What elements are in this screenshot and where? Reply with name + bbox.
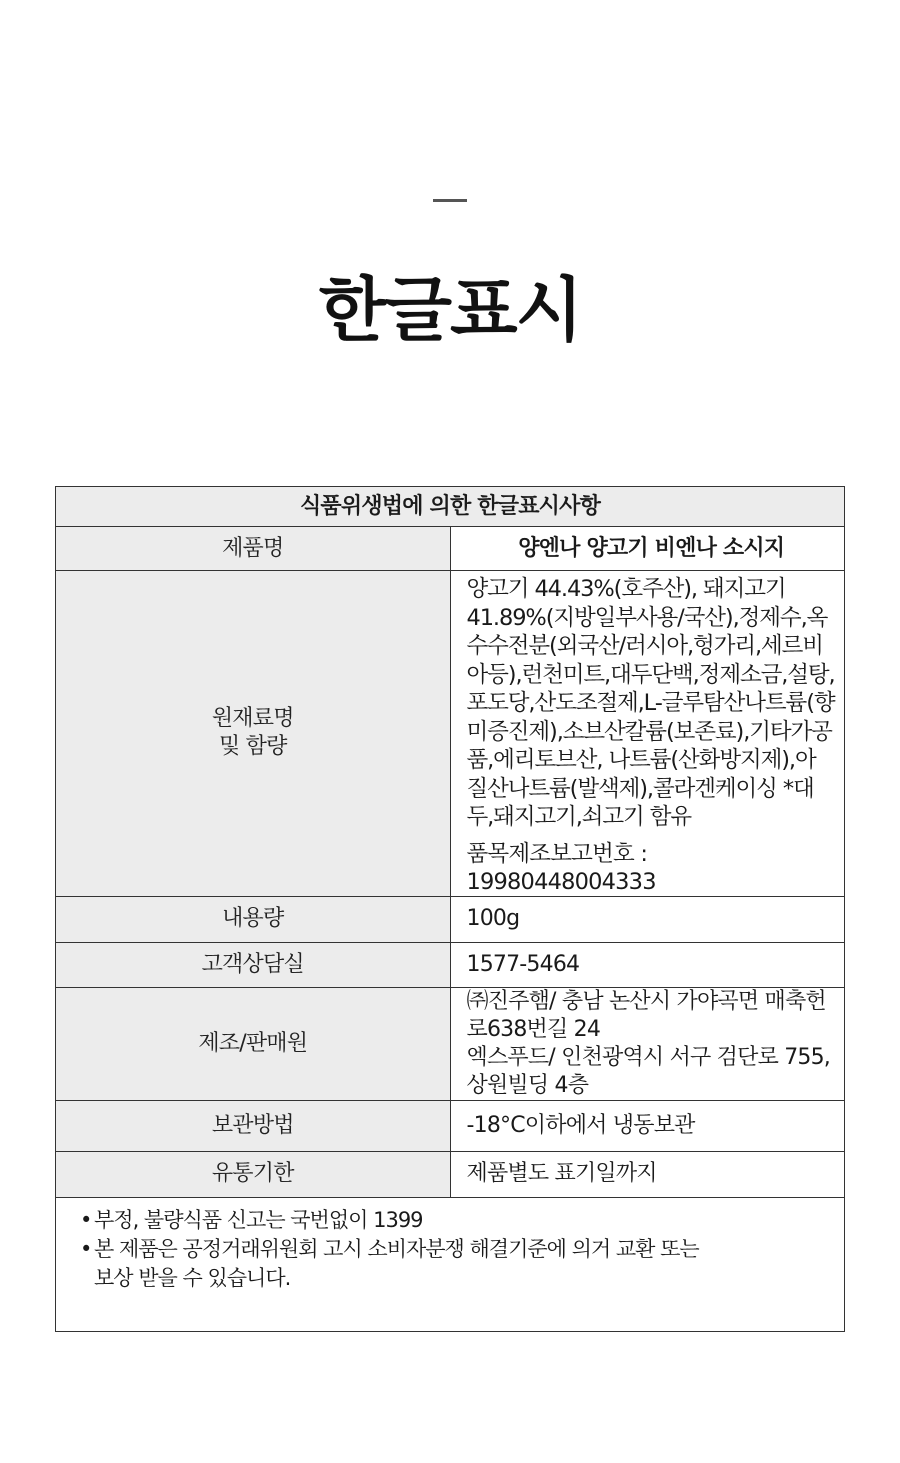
report-number: 품목제조보고번호 : 19980448004333 [466, 840, 656, 895]
note-text: 부정, 불량식품 신고는 국번없이 1399 [94, 1207, 423, 1232]
manufacturer-line-2: 엑스푸드/ 인천광역시 서구 검단로 755, 상원빌딩 4층 [466, 1044, 830, 1098]
bullet-icon: • [80, 1236, 92, 1261]
decorative-dash [433, 199, 467, 202]
product-name-key: 제품명 [56, 527, 451, 571]
note-item [80, 1235, 720, 1293]
notes-cell [56, 1197, 845, 1331]
ingredients-key [56, 571, 451, 897]
product-name-value: 양엔나 양고기 비엔나 소시지 [450, 527, 845, 571]
manufacturer-line-1: ㈜진주햄/ 충남 논산시 가야곡면 매축헌로638번길 24 [466, 988, 826, 1042]
ingredients-key-line-2: 및 함량 [218, 734, 287, 760]
ingredients-key-line-1: 원재료명 [211, 706, 294, 732]
ingredients-cell [450, 571, 845, 897]
korean-label-table [55, 486, 845, 1332]
storage-key: 보관방법 [56, 1100, 451, 1151]
volume-value: 100g [450, 896, 845, 942]
customer-service-key: 고객상담실 [56, 942, 451, 987]
ingredients-value: 양고기 44.43%(호주산), 돼지고기41.89%(지방일부사용/국산),정제수,옥수수전분(외국산/러시아,헝가리,세르비아등),런천미트,대두단백,정제소금,설탕,포도당,산도조절제,L-글루탐산나트륨(향미증진제),소브산칼륨(보존료),기타가공품,에리토브산, 나트륨(산화방지제),아질산나트륨(발색제),콜라겐케이싱 *대두,돼지고기,쇠고기 함유 [466, 576, 835, 830]
bullet-icon: • [80, 1207, 92, 1232]
storage-value: -18°C이하에서 냉동보관 [450, 1100, 845, 1151]
note-text: 본 제품은 공정거래위원회 고시 소비자분쟁 해결기준에 의거 교환 또는 보상 받을 수 있습니다. [94, 1236, 699, 1290]
table-header: 식품위생법에 의한 한글표시사항 [56, 487, 845, 527]
volume-key: 내용량 [56, 896, 451, 942]
expiry-value: 제품별도 표기일까지 [450, 1151, 845, 1197]
manufacturer-value [450, 987, 845, 1100]
manufacturer-key: 제조/판매원 [56, 987, 451, 1100]
note-item [80, 1206, 844, 1235]
expiry-key: 유통기한 [56, 1151, 451, 1197]
customer-service-value: 1577-5464 [450, 942, 845, 987]
page-title: 한글표시 [318, 269, 582, 351]
